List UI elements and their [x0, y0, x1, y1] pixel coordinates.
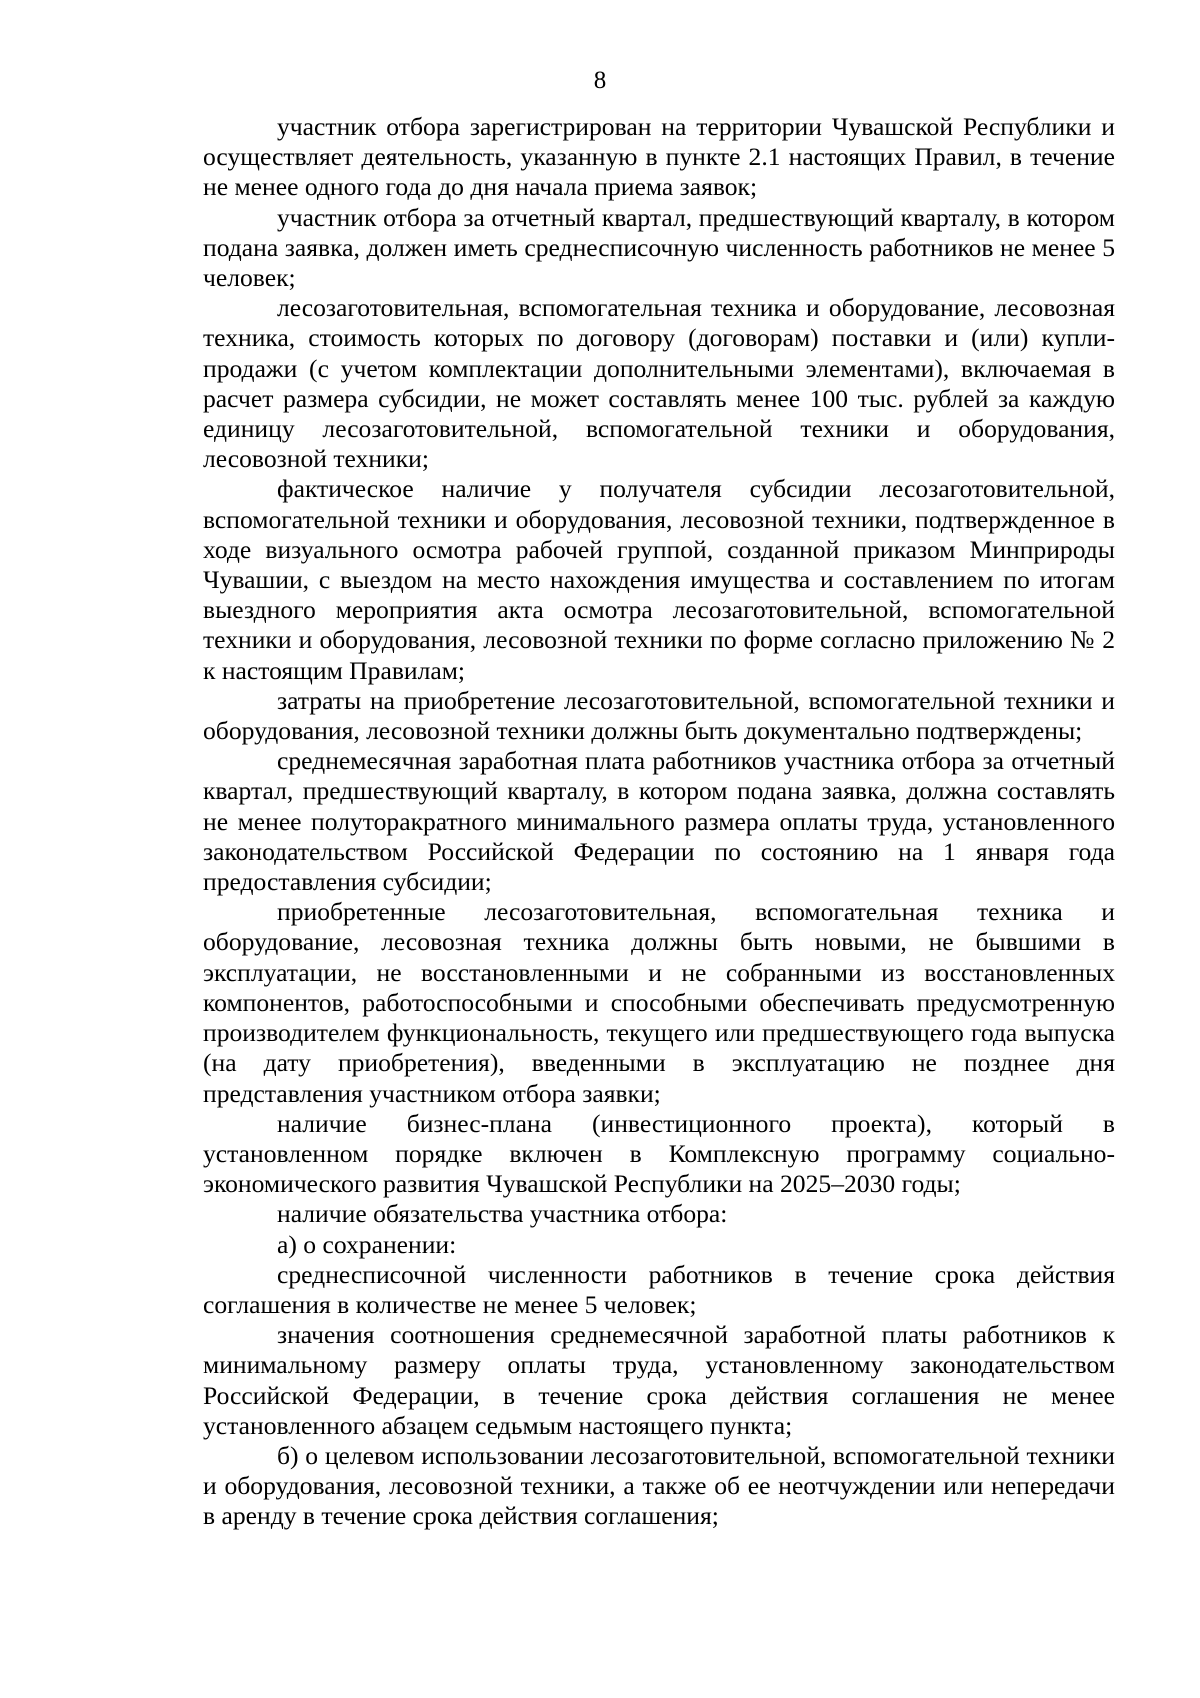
document-body: [203, 112, 1115, 1532]
paragraph: значения соотношения среднемесячной заработной платы работников к минимальному размеру оплаты труда, установленному законодательством Российской Федерации, в течение срока действия соглашения не менее установленного абзацем седьмым настоящего пункта;: [203, 1320, 1115, 1440]
paragraph: среднесписочной численности работников в течение срока действия соглашения в количестве не менее 5 человек;: [203, 1259, 1115, 1319]
paragraph: фактическое наличие у получателя субсидии лесозаготовительной, вспомогательной техники и оборудования, лесовозной техники, подтвержденное в ходе визуального осмотра рабочей группой, созданной приказом Минприроды Чувашии, с выездом на место нахождения имущества и составлением по итогам выездного мероприятия акта осмотра лесозаготовительной, вспомогательной техники и оборудования, лесовозной техники по форме согласно приложению № 2 к настоящим Правилам;: [203, 474, 1115, 685]
paragraph: затраты на приобретение лесозаготовительной, вспомогательной техники и оборудования, лесовозной техники должны быть документально подтверждены;: [203, 685, 1115, 746]
paragraph: приобретенные лесозаготовительная, вспомогательная техника и оборудование, лесовозная техника должны быть новыми, не бывшими в эксплуатации, не восстановленными и не собранными из восстановленных компонентов, работоспособными и способными обеспечивать предусмотренную производителем функциональность, текущего или предшествующего года выпуска (на дату приобретения), введенными в эксплуатацию не позднее дня представления участником отбора заявки;: [203, 897, 1115, 1108]
paragraph: участник отбора за отчетный квартал, предшествующий кварталу, в котором подана заявка, должен иметь среднесписочную численность работников не менее 5 человек;: [203, 202, 1115, 293]
paragraph: наличие обязательства участника отбора:: [277, 1199, 728, 1229]
paragraph: б) о целевом использовании лесозаготовительной, вспомогательной техники и оборудования, лесовозной техники, а также об ее неотчуждении или непередачи в аренду в течение срока действия соглашения;: [203, 1440, 1115, 1531]
paragraph: среднемесячная заработная плата работников участника отбора за отчетный квартал, предшествующий кварталу, в котором подана заявка, должна составлять не менее полуторакратного минимального размера оплаты труда, установленного законодательством Российской Федерации по состоянию на 1 января года предоставления субсидии;: [203, 746, 1115, 897]
paragraph: а) о сохранении:: [277, 1229, 457, 1259]
paragraph: наличие бизнес-плана (инвестиционного проекта), который в установленном порядке включен в Комплексную программу социально-экономического развития Чувашской Республики на 2025–2030 годы;: [203, 1108, 1115, 1199]
paragraph: участник отбора зарегистрирован на территории Чувашской Республики и осуществляет деятельность, указанную в пункте 2.1 настоящих Правил, в течение не менее одного года до дня начала приема заявок;: [203, 112, 1115, 202]
page-number: 8: [593, 67, 607, 94]
paragraph: лесозаготовительная, вспомогательная техника и оборудование, лесовозная техника, стоимость которых по договору (договорам) поставки и (или) купли-продажи (с учетом комплектации дополнительными элементами), включаемая в расчет размера субсидии, не может составлять менее 100 тыс. рублей за каждую единицу лесозаготовительной, вспомогательной техники и оборудования, лесовозной техники;: [203, 293, 1115, 474]
